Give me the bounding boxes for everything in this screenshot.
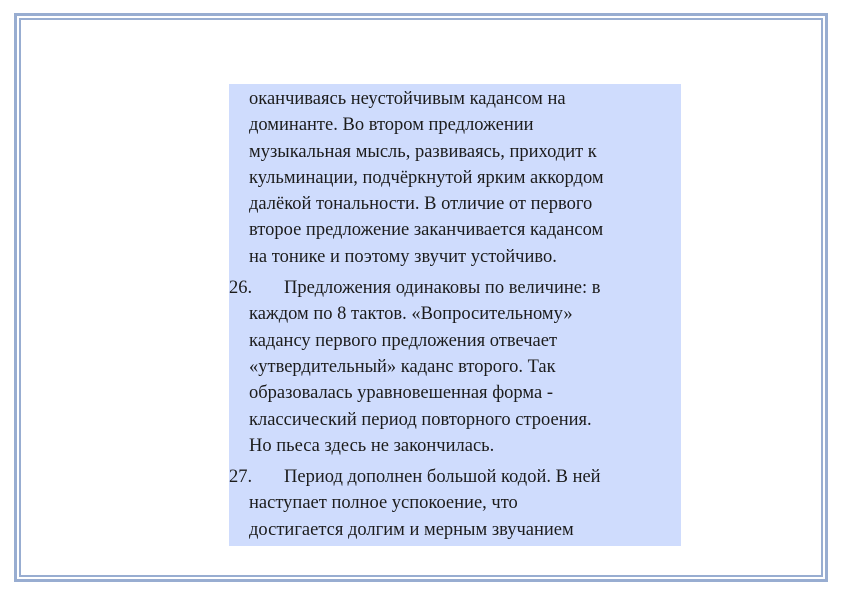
paragraph-number: 26. — [229, 278, 253, 299]
text-line: на тонике и поэтому звучит устойчиво. — [249, 246, 557, 267]
text-line: Предложения одинаковы по величине: в — [284, 278, 601, 299]
text-line: Период дополнен большой кодой. В ней — [284, 467, 601, 488]
text-line: кульминации, подчёркнутой ярким аккордом — [249, 167, 604, 188]
text-line: классический период повторного строения. — [249, 409, 592, 430]
text-line: второе предложение заканчивается кадансом — [249, 220, 604, 241]
paragraph-27 — [229, 464, 673, 543]
text-line: кадансу первого предложения отвечает — [249, 330, 558, 351]
text-content-box — [229, 84, 681, 546]
text-line: «утвердительный» каданс второго. Так — [249, 356, 556, 377]
text-line: наступает полное успокоение, что — [249, 493, 518, 514]
text-line: образовалась уравновешенная форма - — [249, 383, 553, 404]
paragraph-continuation — [229, 86, 673, 270]
paragraph-26 — [229, 275, 673, 459]
text-line: Но пьеса здесь не закончилась. — [249, 435, 495, 456]
text-line: каждом по 8 тактов. «Вопросительному» — [249, 304, 573, 325]
paragraph-number: 27. — [229, 467, 253, 488]
text-line: музыкальная мысль, развиваясь, приходит к — [249, 141, 597, 162]
text-line: далёкой тональности. В отличие от первого — [249, 194, 593, 215]
text-line: доминанте. Во втором предложении — [249, 115, 534, 136]
text-line: достигается долгим и мерным звучанием — [249, 519, 574, 540]
text-line: оканчиваясь неустойчивым кадансом на — [249, 89, 566, 109]
